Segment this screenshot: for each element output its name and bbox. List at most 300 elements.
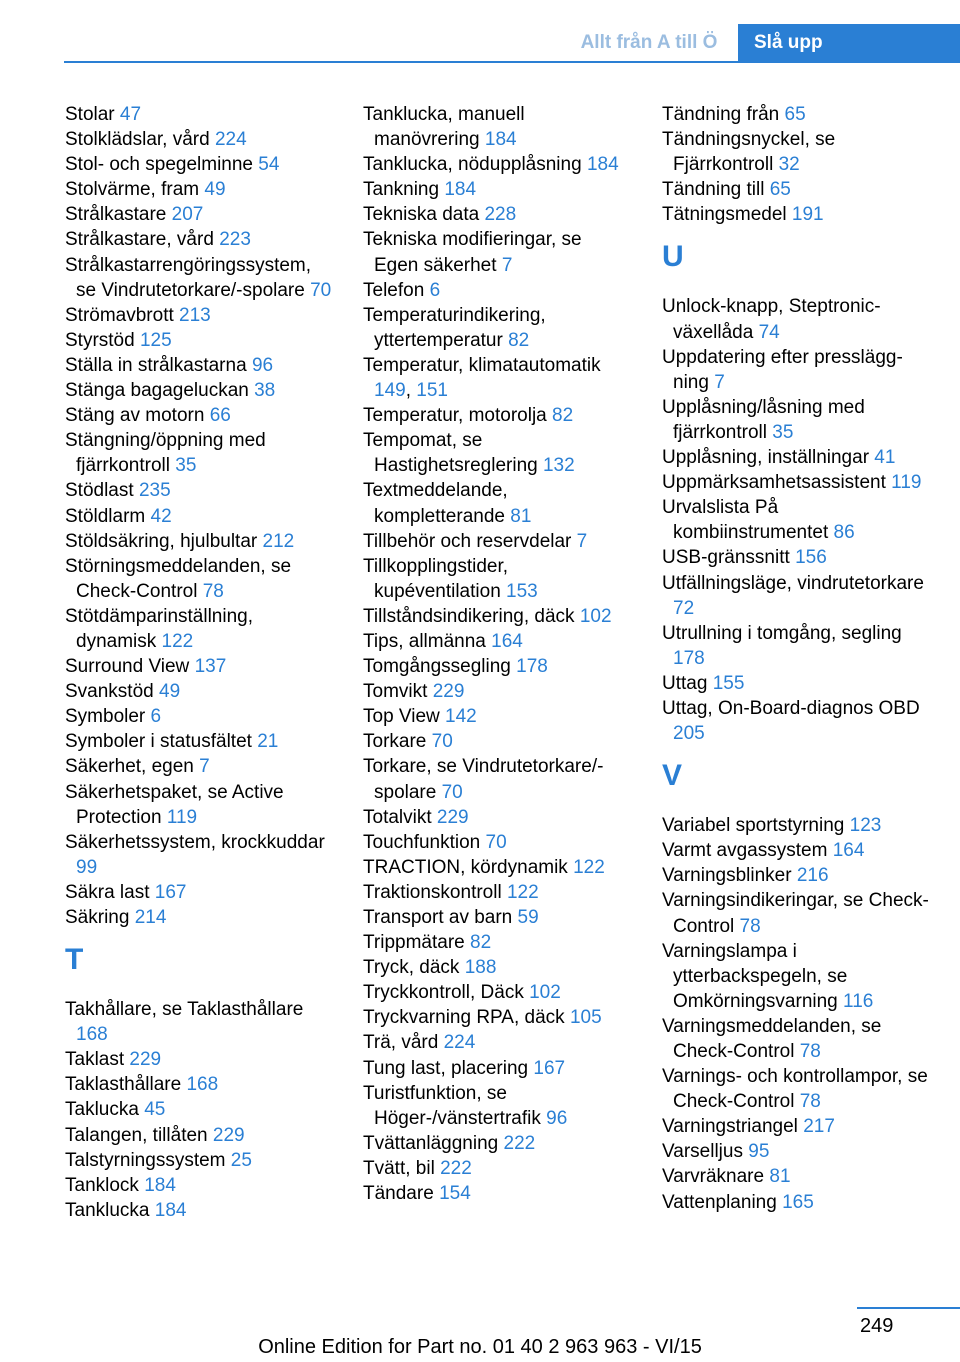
index-term: Uttag, On-Board-diagnos OBD bbox=[662, 697, 920, 719]
page-ref-link[interactable]: 66 bbox=[209, 405, 231, 427]
page-ref-link[interactable]: 102 bbox=[579, 605, 612, 627]
index-entry bbox=[65, 905, 333, 930]
index-term: Talangen, tillåten bbox=[65, 1124, 208, 1146]
page-ref-link[interactable]: 86 bbox=[833, 522, 855, 544]
index-term: Säkra last bbox=[65, 881, 150, 903]
page-ref-link[interactable]: 224 bbox=[214, 129, 247, 151]
page-ref-link[interactable]: 132 bbox=[542, 455, 575, 477]
index-entry bbox=[363, 1181, 631, 1206]
page-ref-link[interactable]: 229 bbox=[432, 681, 465, 703]
footer-edition: Online Edition for Part no. 01 40 2 963 963 - VI/15 bbox=[258, 1336, 702, 1358]
page-ref-link[interactable]: 168 bbox=[186, 1074, 219, 1096]
index-entry bbox=[65, 328, 333, 353]
index-entry bbox=[662, 102, 930, 127]
index-entry bbox=[363, 679, 631, 704]
page-ref-link[interactable]: 214 bbox=[134, 907, 167, 928]
page-ref-link[interactable]: 81 bbox=[510, 505, 532, 527]
index-term: Säkerhet, egen bbox=[65, 756, 194, 778]
index-entry bbox=[65, 303, 333, 328]
index-term: Tvättanläggning bbox=[363, 1132, 499, 1154]
index-column-2 bbox=[363, 102, 631, 1206]
page-ref-link[interactable]: 70 bbox=[441, 781, 463, 803]
index-term: Tändningsnyckel, se Fjärrkontroll bbox=[662, 129, 836, 176]
page-ref-link[interactable]: 116 bbox=[843, 990, 874, 1012]
index-entry bbox=[662, 863, 930, 888]
index-entry bbox=[662, 571, 930, 621]
page-ref-link[interactable]: 222 bbox=[440, 1157, 472, 1179]
index-entry bbox=[363, 1030, 631, 1055]
index-entry bbox=[65, 604, 333, 654]
index-entry bbox=[363, 478, 631, 528]
page-ref-link[interactable]: 164 bbox=[832, 840, 865, 862]
index-term: Tanklock bbox=[65, 1174, 139, 1196]
page-ref-link[interactable]: 207 bbox=[171, 204, 204, 226]
page-ref-link[interactable]: 96 bbox=[251, 354, 274, 376]
page-ref-link[interactable]: 102 bbox=[529, 982, 561, 1004]
index-term: Tomvikt bbox=[363, 681, 428, 703]
index-term: Transport av barn bbox=[363, 907, 513, 928]
index-term: Tomgångssegling bbox=[363, 656, 511, 678]
index-term: Urvalslista På kombiinstrumentet bbox=[662, 497, 829, 544]
index-entry bbox=[363, 955, 631, 980]
header-rule bbox=[64, 61, 960, 63]
index-term: Surround View bbox=[65, 656, 190, 678]
index-entry bbox=[662, 1114, 930, 1139]
page-ref-link[interactable]: 119 bbox=[891, 472, 922, 494]
index-entry bbox=[662, 294, 930, 344]
index-entry bbox=[363, 604, 631, 629]
index-term: Tekniska modifieringar, se Egen säkerhet bbox=[363, 229, 582, 276]
index-entry bbox=[363, 227, 631, 277]
index-entry bbox=[65, 554, 333, 604]
page-ref-link[interactable]: 191 bbox=[791, 204, 824, 226]
index-term: Taklast bbox=[65, 1049, 125, 1071]
page-ref-link[interactable]: 74 bbox=[758, 321, 780, 343]
page-ref-link[interactable]: 212 bbox=[262, 530, 295, 552]
index-entry bbox=[662, 445, 930, 470]
section-tab[interactable]: Allt från A till Ö bbox=[580, 31, 718, 53]
page-ref-link[interactable]: 165 bbox=[782, 1191, 814, 1213]
index-term: Strålkastare bbox=[65, 204, 167, 226]
index-entry bbox=[363, 303, 631, 353]
page-ref-link[interactable]: 82 bbox=[552, 405, 574, 427]
index-entry bbox=[65, 1072, 333, 1097]
index-entry bbox=[662, 813, 930, 838]
index-entry bbox=[662, 127, 930, 177]
index-entry bbox=[363, 554, 631, 604]
index-term: Turistfunktion, se Höger-/vänstertrafik bbox=[363, 1082, 541, 1129]
index-term: Utrullning i tomgång, segling bbox=[662, 622, 902, 644]
index-entry bbox=[363, 729, 631, 754]
page-number: 249 bbox=[860, 1315, 894, 1337]
index-entry bbox=[65, 428, 333, 478]
page-ref-link[interactable]: 7 bbox=[714, 371, 725, 393]
index-entry bbox=[65, 1097, 333, 1122]
index-entry bbox=[363, 930, 631, 955]
index-entry bbox=[662, 1164, 930, 1189]
index-term: Tillkopplingstider, kupéventilation bbox=[363, 555, 509, 602]
index-column-1 bbox=[65, 102, 333, 1223]
index-term: Styrstöd bbox=[65, 329, 135, 351]
index-term: Tändning till bbox=[662, 179, 765, 201]
index-entry bbox=[662, 545, 930, 570]
page-ref-link[interactable]: 154 bbox=[439, 1183, 471, 1205]
page-ref-link[interactable]: 35 bbox=[175, 455, 197, 477]
index-term: Takhållare, se Taklasthållare bbox=[65, 999, 304, 1021]
index-term: Varningsmeddelanden, se Check-Control bbox=[662, 1015, 882, 1062]
page-ref-link[interactable]: 205 bbox=[673, 723, 705, 745]
index-entry bbox=[65, 152, 333, 177]
page-ref-link[interactable]: 142 bbox=[445, 706, 477, 728]
page-ref-link[interactable]: 137 bbox=[194, 656, 227, 678]
page-ref-link[interactable]: 216 bbox=[796, 865, 829, 887]
index-entry bbox=[662, 696, 930, 746]
index-term: Uppmärksamhetsassistent bbox=[662, 472, 886, 494]
index-entry bbox=[363, 830, 631, 855]
index-term: Svankstöd bbox=[65, 681, 154, 703]
index-term: Stöldlarm bbox=[65, 505, 146, 527]
index-entry bbox=[363, 980, 631, 1005]
index-term: Strålkastarrengöringssystem, se Vindrutetorkare/-spolare bbox=[65, 254, 312, 301]
index-term: Torkare bbox=[363, 731, 427, 753]
index-term: Stöldsäkring, hjulbultar bbox=[65, 530, 258, 552]
page-ref-link[interactable]: 149 bbox=[374, 380, 406, 402]
index-entry: Temperatur, klimatautomatik 149, 151 bbox=[363, 354, 601, 402]
index-term: Temperaturindikering, yttertemperatur bbox=[363, 304, 546, 351]
index-entry bbox=[65, 529, 333, 554]
page-ref-link[interactable]: 6 bbox=[150, 706, 162, 728]
index-entry bbox=[65, 177, 333, 202]
page-ref-link[interactable]: 105 bbox=[569, 1007, 602, 1029]
index-entry bbox=[662, 395, 930, 445]
index-entry bbox=[65, 1148, 333, 1173]
page-ref-link[interactable]: 42 bbox=[150, 505, 172, 527]
index-entry bbox=[65, 729, 333, 754]
page-ref-link[interactable]: 65 bbox=[769, 179, 791, 201]
index-term: Traktionskontroll bbox=[363, 881, 502, 903]
index-column-3 bbox=[662, 102, 930, 1215]
index-entry bbox=[363, 754, 631, 804]
index-entry bbox=[662, 202, 930, 227]
index-entry bbox=[662, 1190, 930, 1215]
page-ref-link[interactable]: 41 bbox=[874, 447, 896, 469]
page-number-rule bbox=[857, 1307, 960, 1309]
index-entry bbox=[363, 880, 631, 905]
index-entry bbox=[662, 621, 930, 671]
index-entry bbox=[363, 1081, 631, 1131]
page-ref-link[interactable]: 156 bbox=[795, 547, 827, 569]
index-term: Trippmätare bbox=[363, 932, 465, 954]
page-ref-link[interactable]: 25 bbox=[230, 1149, 252, 1171]
index-term: Tryckvarning RPA, däck bbox=[363, 1007, 565, 1029]
index-term: Varningsblinker bbox=[662, 865, 792, 887]
index-entry bbox=[662, 888, 930, 938]
index-entry bbox=[363, 905, 631, 930]
index-term: Stolklädslar, vård bbox=[65, 129, 210, 151]
page-ref-link[interactable]: 151 bbox=[416, 380, 448, 402]
index-term: Symboler bbox=[65, 706, 146, 728]
index-term: Tanklucka, manuell manövrering bbox=[363, 104, 525, 151]
page-ref-link[interactable]: 54 bbox=[258, 154, 280, 176]
index-term: Unlock-knapp, Steptronic-växellåda bbox=[662, 296, 881, 343]
index-entry bbox=[662, 1139, 930, 1164]
page-ref-link[interactable]: 78 bbox=[202, 580, 224, 602]
index-term: Strömavbrott bbox=[65, 304, 174, 326]
index-term: Varmt avgassystem bbox=[662, 840, 828, 862]
index-term: Temperatur, klimatautomatik bbox=[363, 354, 601, 376]
index-term: Stol- och spegelminne bbox=[65, 154, 253, 176]
index-entry bbox=[662, 671, 930, 696]
index-entry bbox=[363, 855, 631, 880]
index-term: Tillbehör och reservdelar bbox=[363, 530, 572, 552]
page-ref-link[interactable]: 82 bbox=[508, 329, 530, 351]
index-term: Stödlast bbox=[65, 480, 134, 502]
index-entry bbox=[65, 504, 333, 529]
page-ref-link[interactable]: 99 bbox=[76, 856, 98, 878]
index-term: Tanklucka bbox=[65, 1199, 150, 1221]
index-entry bbox=[662, 1064, 930, 1114]
index-term: Tankning bbox=[363, 179, 440, 201]
index-term: USB-gränssnitt bbox=[662, 547, 790, 569]
index-term: Varselljus bbox=[662, 1141, 743, 1163]
page-ref-link[interactable]: 35 bbox=[772, 421, 794, 443]
page-ref-link[interactable]: 82 bbox=[470, 932, 492, 954]
index-term: Uttag bbox=[662, 672, 708, 694]
index-entry bbox=[363, 629, 631, 654]
page-ref-link[interactable]: 188 bbox=[464, 957, 497, 979]
page-ref-link[interactable]: 78 bbox=[799, 1091, 821, 1113]
index-entry bbox=[363, 428, 631, 478]
index-entry bbox=[65, 830, 333, 880]
page-ref-link[interactable]: 235 bbox=[138, 480, 171, 502]
index-entry bbox=[65, 754, 333, 779]
index-term: Stängning/öppning med fjärrkontroll bbox=[65, 430, 266, 477]
page-ref-link[interactable]: 47 bbox=[119, 104, 142, 125]
page-ref-link[interactable]: 168 bbox=[76, 1024, 108, 1046]
page-ref-link[interactable]: 178 bbox=[516, 656, 548, 678]
index-term: Störningsmeddelanden, se Check-Control bbox=[65, 555, 292, 602]
index-entry bbox=[65, 127, 333, 152]
index-entry bbox=[65, 1198, 333, 1223]
page-ref-link[interactable]: 229 bbox=[212, 1124, 245, 1146]
index-term: Symboler i statusfältet bbox=[65, 731, 252, 753]
index-entry bbox=[65, 253, 333, 303]
index-entry bbox=[363, 654, 631, 679]
index-term: Tempomat, se Hastighetsreglering bbox=[363, 430, 538, 477]
index-entry bbox=[65, 780, 333, 830]
page-ref-link[interactable]: 229 bbox=[436, 806, 469, 828]
index-term: Tips, allmänna bbox=[363, 630, 486, 652]
page-ref-link[interactable]: 217 bbox=[803, 1116, 835, 1138]
index-term: Talstyrningssystem bbox=[65, 1149, 226, 1171]
index-term: Telefon bbox=[363, 279, 425, 301]
index-entry bbox=[662, 838, 930, 863]
index-term: Touchfunktion bbox=[363, 831, 481, 853]
index-entry bbox=[65, 227, 333, 252]
index-term: TRACTION, kördynamik bbox=[363, 856, 568, 878]
page-ref-link[interactable]: 123 bbox=[849, 815, 882, 837]
index-entry bbox=[363, 202, 631, 227]
page-ref-link[interactable]: 49 bbox=[204, 179, 226, 201]
index-term: Top View bbox=[363, 706, 440, 728]
index-term: Uppdatering efter presslägg-ning bbox=[662, 346, 903, 393]
index-term: Tung last, placering bbox=[363, 1057, 529, 1079]
page-ref-link[interactable]: 184 bbox=[144, 1174, 176, 1196]
index-entry bbox=[363, 1131, 631, 1156]
index-term: Tanklucka, nödupplåsning bbox=[363, 154, 582, 176]
index-term: Varningsindikeringar, se Check-Control bbox=[662, 890, 929, 937]
page-ref-link[interactable]: 122 bbox=[573, 856, 605, 878]
index-term: Stolvärme, fram bbox=[65, 179, 200, 201]
index-term: Variabel sportstyrning bbox=[662, 815, 845, 837]
index-entry bbox=[662, 470, 930, 495]
index-entry bbox=[662, 939, 930, 1014]
page-ref-link[interactable]: 223 bbox=[219, 229, 251, 251]
page-ref-link[interactable]: 7 bbox=[501, 254, 513, 276]
index-entry bbox=[363, 1005, 631, 1030]
index-entry bbox=[363, 805, 631, 830]
index-term: Tändning från bbox=[662, 104, 780, 125]
page-ref-link[interactable]: 78 bbox=[799, 1041, 821, 1062]
index-entry bbox=[662, 1014, 930, 1064]
index-term: Säkerhetssystem, krockkuddar bbox=[65, 831, 325, 853]
page-ref-link[interactable]: 224 bbox=[443, 1032, 476, 1054]
index-entry bbox=[363, 403, 631, 428]
index-term: Taklasthållare bbox=[65, 1074, 182, 1096]
page-ref-link[interactable]: 155 bbox=[712, 672, 745, 694]
page-ref-link[interactable]: 38 bbox=[254, 380, 276, 402]
page-ref-link[interactable]: 153 bbox=[506, 580, 538, 602]
index-entry bbox=[65, 478, 333, 503]
index-term: Strålkastare, vård bbox=[65, 229, 214, 251]
page-ref-link[interactable]: 7 bbox=[576, 530, 588, 552]
index-letter-heading: V bbox=[662, 759, 683, 793]
page-ref-link[interactable]: 70 bbox=[310, 279, 332, 301]
index-term: Utfällningsläge, vindrutetorkare bbox=[662, 572, 924, 594]
page-ref-link[interactable]: 228 bbox=[484, 204, 517, 226]
page-ref-link[interactable]: 65 bbox=[784, 104, 806, 125]
page-ref-link[interactable]: 78 bbox=[739, 915, 761, 937]
page-ref-link[interactable]: 21 bbox=[257, 731, 279, 753]
index-term: Tändare bbox=[363, 1183, 434, 1205]
index-term: Upplåsning/låsning med fjärrkontroll bbox=[662, 396, 865, 443]
index-term: Varningslampa i ytterbackspegeln, se Omkörningsvarning bbox=[662, 940, 848, 1012]
page-ref-link[interactable]: 167 bbox=[533, 1057, 566, 1079]
index-term: Tvätt, bil bbox=[363, 1157, 435, 1179]
page-ref-link[interactable]: 72 bbox=[673, 597, 695, 619]
index-entry bbox=[65, 202, 333, 227]
page-ref-link[interactable]: 229 bbox=[129, 1049, 162, 1071]
lookup-tab[interactable]: Slå upp bbox=[738, 24, 960, 61]
page-ref-link[interactable]: 122 bbox=[506, 881, 539, 903]
index-letter-heading: T bbox=[65, 943, 84, 977]
index-entry bbox=[662, 495, 930, 545]
index-entry bbox=[65, 704, 333, 729]
page-ref-link[interactable]: 222 bbox=[503, 1132, 536, 1154]
index-term: Varvräknare bbox=[662, 1166, 765, 1188]
index-term: Upplåsning, inställningar bbox=[662, 447, 870, 469]
index-entry bbox=[363, 704, 631, 729]
page-ref-link[interactable]: 184 bbox=[484, 129, 517, 151]
index-entry bbox=[363, 152, 631, 177]
page-ref-link[interactable]: 32 bbox=[778, 154, 800, 176]
index-term: Taklucka bbox=[65, 1099, 139, 1121]
page-ref-link[interactable]: 178 bbox=[673, 647, 705, 669]
page-ref-link[interactable]: 6 bbox=[429, 279, 441, 301]
index-entry bbox=[65, 997, 333, 1047]
index-entry bbox=[662, 345, 930, 395]
index-term: Tekniska data bbox=[363, 204, 480, 226]
index-term: Totalvikt bbox=[363, 806, 432, 828]
index-entry bbox=[65, 1047, 333, 1072]
page-ref-link[interactable]: 164 bbox=[491, 630, 523, 652]
index-term: Varnings- och kontrollampor, se Check-Control bbox=[662, 1066, 928, 1113]
index-entry bbox=[65, 679, 333, 704]
index-term: Vattenplaning bbox=[662, 1191, 777, 1213]
index-entry bbox=[65, 1123, 333, 1148]
page-ref-link[interactable]: 213 bbox=[179, 304, 211, 326]
index-term: Stötdämparinställning, dynamisk bbox=[65, 605, 253, 652]
index-term: Tillståndsindikering, däck bbox=[363, 605, 575, 627]
index-entry bbox=[65, 353, 333, 378]
index-term: Stolar bbox=[65, 104, 115, 125]
index-term: Tryckkontroll, Däck bbox=[363, 982, 524, 1004]
page-ref-link[interactable]: 167 bbox=[154, 881, 187, 903]
index-term: Säkerhetspaket, se Active Protection bbox=[65, 781, 284, 828]
index-entry bbox=[65, 654, 333, 679]
page-ref-link[interactable]: 70 bbox=[431, 731, 453, 753]
index-letter-heading: U bbox=[662, 240, 684, 274]
index-entry bbox=[363, 278, 631, 303]
index-term: Torkare, se Vindrutetorkare/-spolare bbox=[363, 756, 604, 803]
page-ref-link[interactable]: 184 bbox=[586, 154, 619, 176]
page-ref-link[interactable]: 122 bbox=[161, 630, 194, 652]
page-ref-link[interactable]: 119 bbox=[166, 806, 198, 828]
index-term: Säkring bbox=[65, 907, 130, 928]
index-term: Stäng av motorn bbox=[65, 405, 205, 427]
index-term: Ställa in strålkastarna bbox=[65, 354, 247, 376]
index-entry bbox=[65, 102, 333, 127]
index-entry bbox=[65, 880, 333, 905]
index-term: Trä, vård bbox=[363, 1032, 439, 1054]
page-ref-link[interactable]: 125 bbox=[139, 329, 172, 351]
page-ref-link[interactable]: 96 bbox=[546, 1107, 568, 1129]
index-term: Tryck, däck bbox=[363, 957, 460, 979]
index-entry bbox=[65, 378, 333, 403]
index-entry bbox=[363, 1056, 631, 1081]
index-entry bbox=[65, 403, 333, 428]
page-ref-link[interactable]: 45 bbox=[144, 1099, 166, 1121]
index-entry bbox=[65, 1173, 333, 1198]
index-term: Stänga bagageluckan bbox=[65, 380, 249, 402]
page-ref-link[interactable]: 59 bbox=[517, 907, 539, 928]
page-ref-link[interactable]: 184 bbox=[154, 1199, 187, 1221]
index-term: Varningstriangel bbox=[662, 1116, 798, 1138]
page-ref-link[interactable]: 184 bbox=[444, 179, 477, 201]
page-ref-link[interactable]: 70 bbox=[485, 831, 507, 853]
index-entry bbox=[363, 102, 631, 152]
index-entry bbox=[363, 1156, 631, 1181]
page-ref-link[interactable]: 49 bbox=[159, 681, 181, 703]
index-entry bbox=[363, 529, 631, 554]
page-ref-link[interactable]: 81 bbox=[769, 1166, 791, 1188]
page-ref-link[interactable]: 7 bbox=[199, 756, 210, 778]
index-entry bbox=[662, 177, 930, 202]
index-term: Tätningsmedel bbox=[662, 204, 787, 226]
page-ref-link[interactable]: 95 bbox=[748, 1141, 770, 1163]
index-term: Textmeddelande, kompletterande bbox=[363, 480, 508, 527]
index-entry bbox=[363, 177, 631, 202]
